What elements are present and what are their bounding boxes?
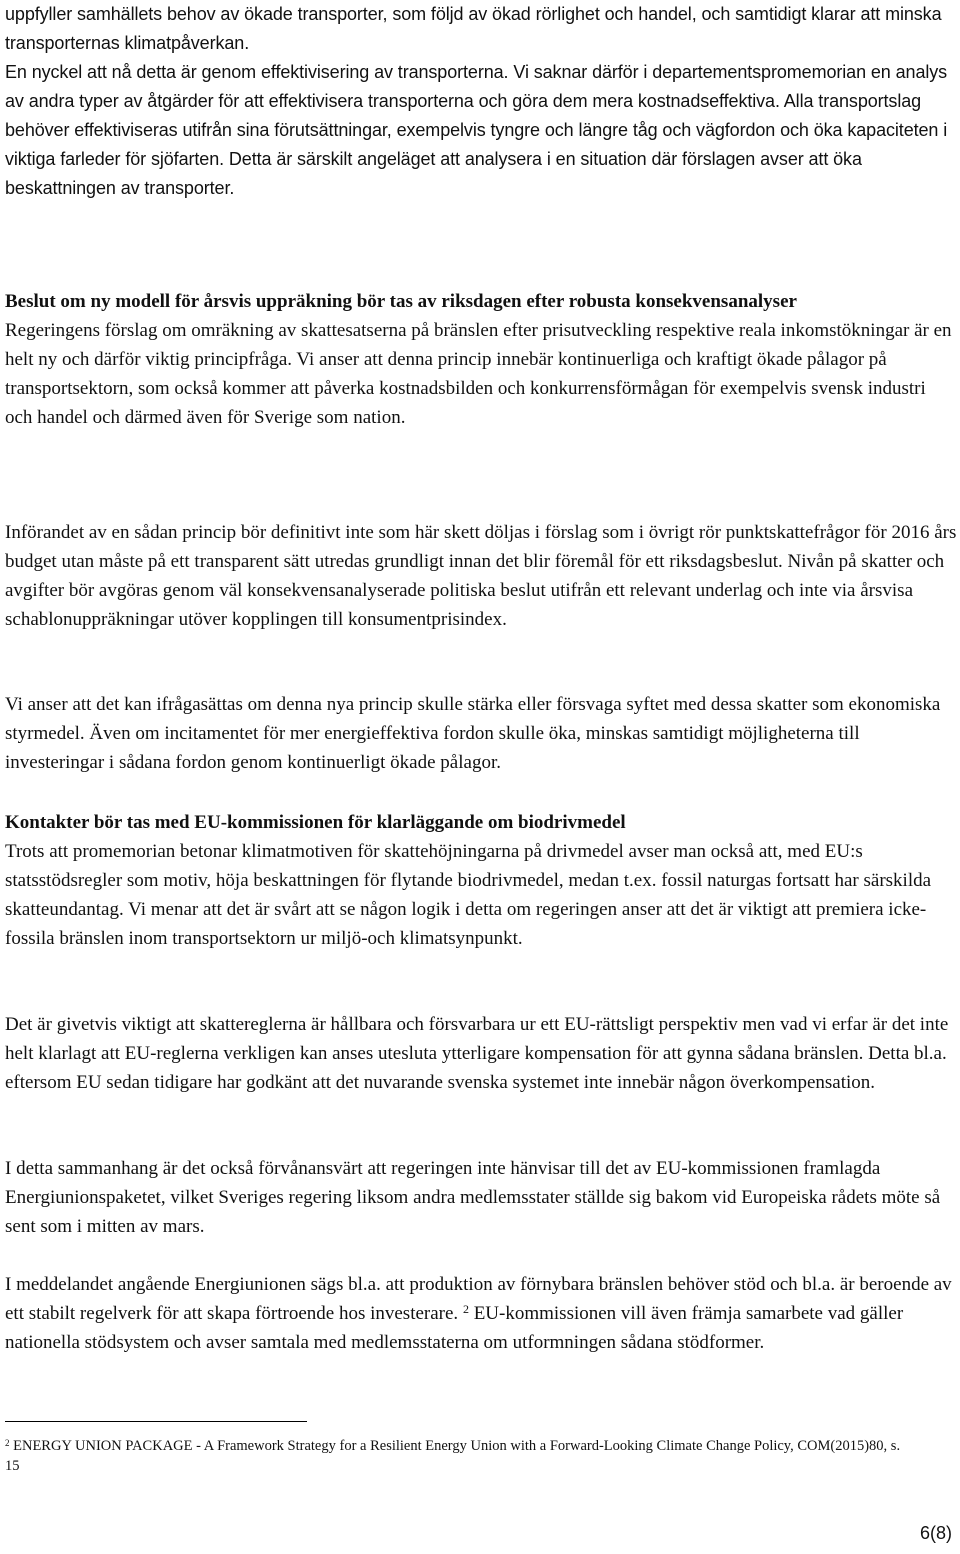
paragraph-text: uppfyller samhällets behov av ökade transporter, som följd av ökad rörlighet och handel, och samtidigt klarar att minska transporternas klimatpåverkan. bbox=[5, 4, 942, 53]
section-arsvis-upprakning bbox=[5, 287, 957, 432]
footnote bbox=[5, 1436, 905, 1476]
paragraph-effektivisering bbox=[5, 58, 957, 203]
paragraph-sentence: En nyckel att nå detta är genom effektivisering av transporterna. bbox=[5, 62, 509, 82]
paragraph-continued bbox=[5, 0, 957, 58]
section-biodrivmedel bbox=[5, 808, 957, 953]
section-heading: Beslut om ny modell för årsvis uppräkning bör tas av riksdagen efter robusta konsekvensanalyser bbox=[5, 291, 797, 312]
paragraph-text: Trots att promemorian betonar klimatmotiven för skattehöjningarna på drivmedel avser man också att, med EU:s statsstödsregler som motiv, höja beskattningen för flytande biodrivmedel, medan t.ex. fossil naturgas fortsatt har särskilda skatteundantag. Vi menar att det är svårt att se någon logik i detta om regeringen anser att det är viktigt att premiera icke-fossila bränslen inom transportsektorn ur miljö-och klimatsynpunkt. bbox=[5, 841, 932, 949]
paragraph-text: Införandet av en sådan princip bör definitivt inte som här skett döljas i förslag som i övrigt rör punktskattefrågor för 2016 års budget utan måste på ett transparent sätt utredas grundligt innan det blir föremål för ett riksdagsbeslut. Nivån på skatter och avgifter bör avgöras genom väl konsekvensanalyserade politiska beslut utifrån ett relevant underlag och inte via årsvisa schablonuppräkningar utöver kopplingen till konsumentprisindex. bbox=[5, 522, 957, 630]
paragraph-text: Regeringens förslag om omräkning av skattesatserna på bränslen efter prisutveckling respektive reala inkomstökningar är en helt ny och därför viktig principfråga. Vi anser att denna princip innebär kontinuerliga och kraftigt ökade pålagor på transportsektorn, som också kommer att påverka kostnadsbilden och konkurrensförmågan för exempelvis svensk industri och handel och därmed även för Sverige som nation. bbox=[5, 320, 952, 428]
footnote-text: ENERGY UNION PACKAGE - A Framework Strategy for a Resilient Energy Union with a Forward-Looking Climate Change Policy, COM(2015)80, s. 15 bbox=[5, 1438, 901, 1474]
page-number: 6(8) bbox=[919, 1523, 952, 1543]
paragraph-energiunionspaketet bbox=[5, 1154, 957, 1241]
paragraph-styrmedel bbox=[5, 690, 957, 777]
footnote-separator bbox=[5, 1421, 307, 1422]
paragraph-text: I detta sammanhang är det också förvånansvärt att regeringen inte hänvisar till det av EU-kommissionen framlagda Energiunionspaketet, vilket Sveriges regering liksom andra medlemsstater ställde sig bakom vid Europeiska rådets möte så sent som i mitten av mars. bbox=[5, 1158, 941, 1237]
paragraph-sentence: Alla transportslag behöver effektiviseras utifrån sina förutsättningar, exempelvis tyngre och längre tåg och vägfordon och öka kapaciteten i viktiga farleder för sjöfarten. Detta är särskilt angeläget att analysera i en situation där förslagen avser att öka beskattningen av transporter. bbox=[5, 91, 948, 198]
paragraph-sentence: I meddelandet angående Energiunionen sägs bl.a. att produktion av förnybara bränslen behöver stöd och bl.a. är beroende av ett stabilt regelverk för att skapa förtroende hos investerare. bbox=[5, 1274, 952, 1324]
footnote-marker: 2 bbox=[5, 1438, 10, 1448]
paragraph-sentence: Vi saknar därför i departementspromemorian en analys av andra typer av åtgärder för att effektivisera transporterna och göra dem mera kostnadseffektiva. bbox=[5, 62, 948, 111]
footnote-reference[interactable]: 2 bbox=[462, 1302, 469, 1316]
paragraph-principfraga bbox=[5, 518, 957, 634]
paragraph-sentence: EU-kommissionen vill även främja samarbete vad gäller nationella stödsystem och avser samtala med medlemsstaterna om utformningen sådana stödformer. bbox=[5, 1303, 904, 1353]
paragraph-text: Det är givetvis viktigt att skattereglerna är hållbara och försvarbara ur ett EU-rättsligt perspektiv men vad vi erfar är det inte helt klarlagt att EU-reglerna verkligen kan anses utesluta ytterligare kompensation för att gynna sådana bränslen. Detta bl.a. eftersom EU sedan tidigare har godkänt att det nuvarande svenska systemet inte innebär någon överkompensation. bbox=[5, 1014, 949, 1093]
section-heading: Kontakter bör tas med EU-kommissionen för klarläggande om biodrivmedel bbox=[5, 812, 626, 833]
paragraph-eu-rattsligt bbox=[5, 1010, 957, 1097]
paragraph-energiunionen bbox=[5, 1270, 957, 1357]
paragraph-text: Vi anser att det kan ifrågasättas om denna nya princip skulle stärka eller försvaga syftet med dessa skatter som ekonomiska styrmedel. Även om incitamentet för mer energieffektiva fordon skulle öka, minskas samtidigt möjligheterna till investeringar i sådana fordon genom kontinuerligt ökade pålagor. bbox=[5, 694, 941, 773]
